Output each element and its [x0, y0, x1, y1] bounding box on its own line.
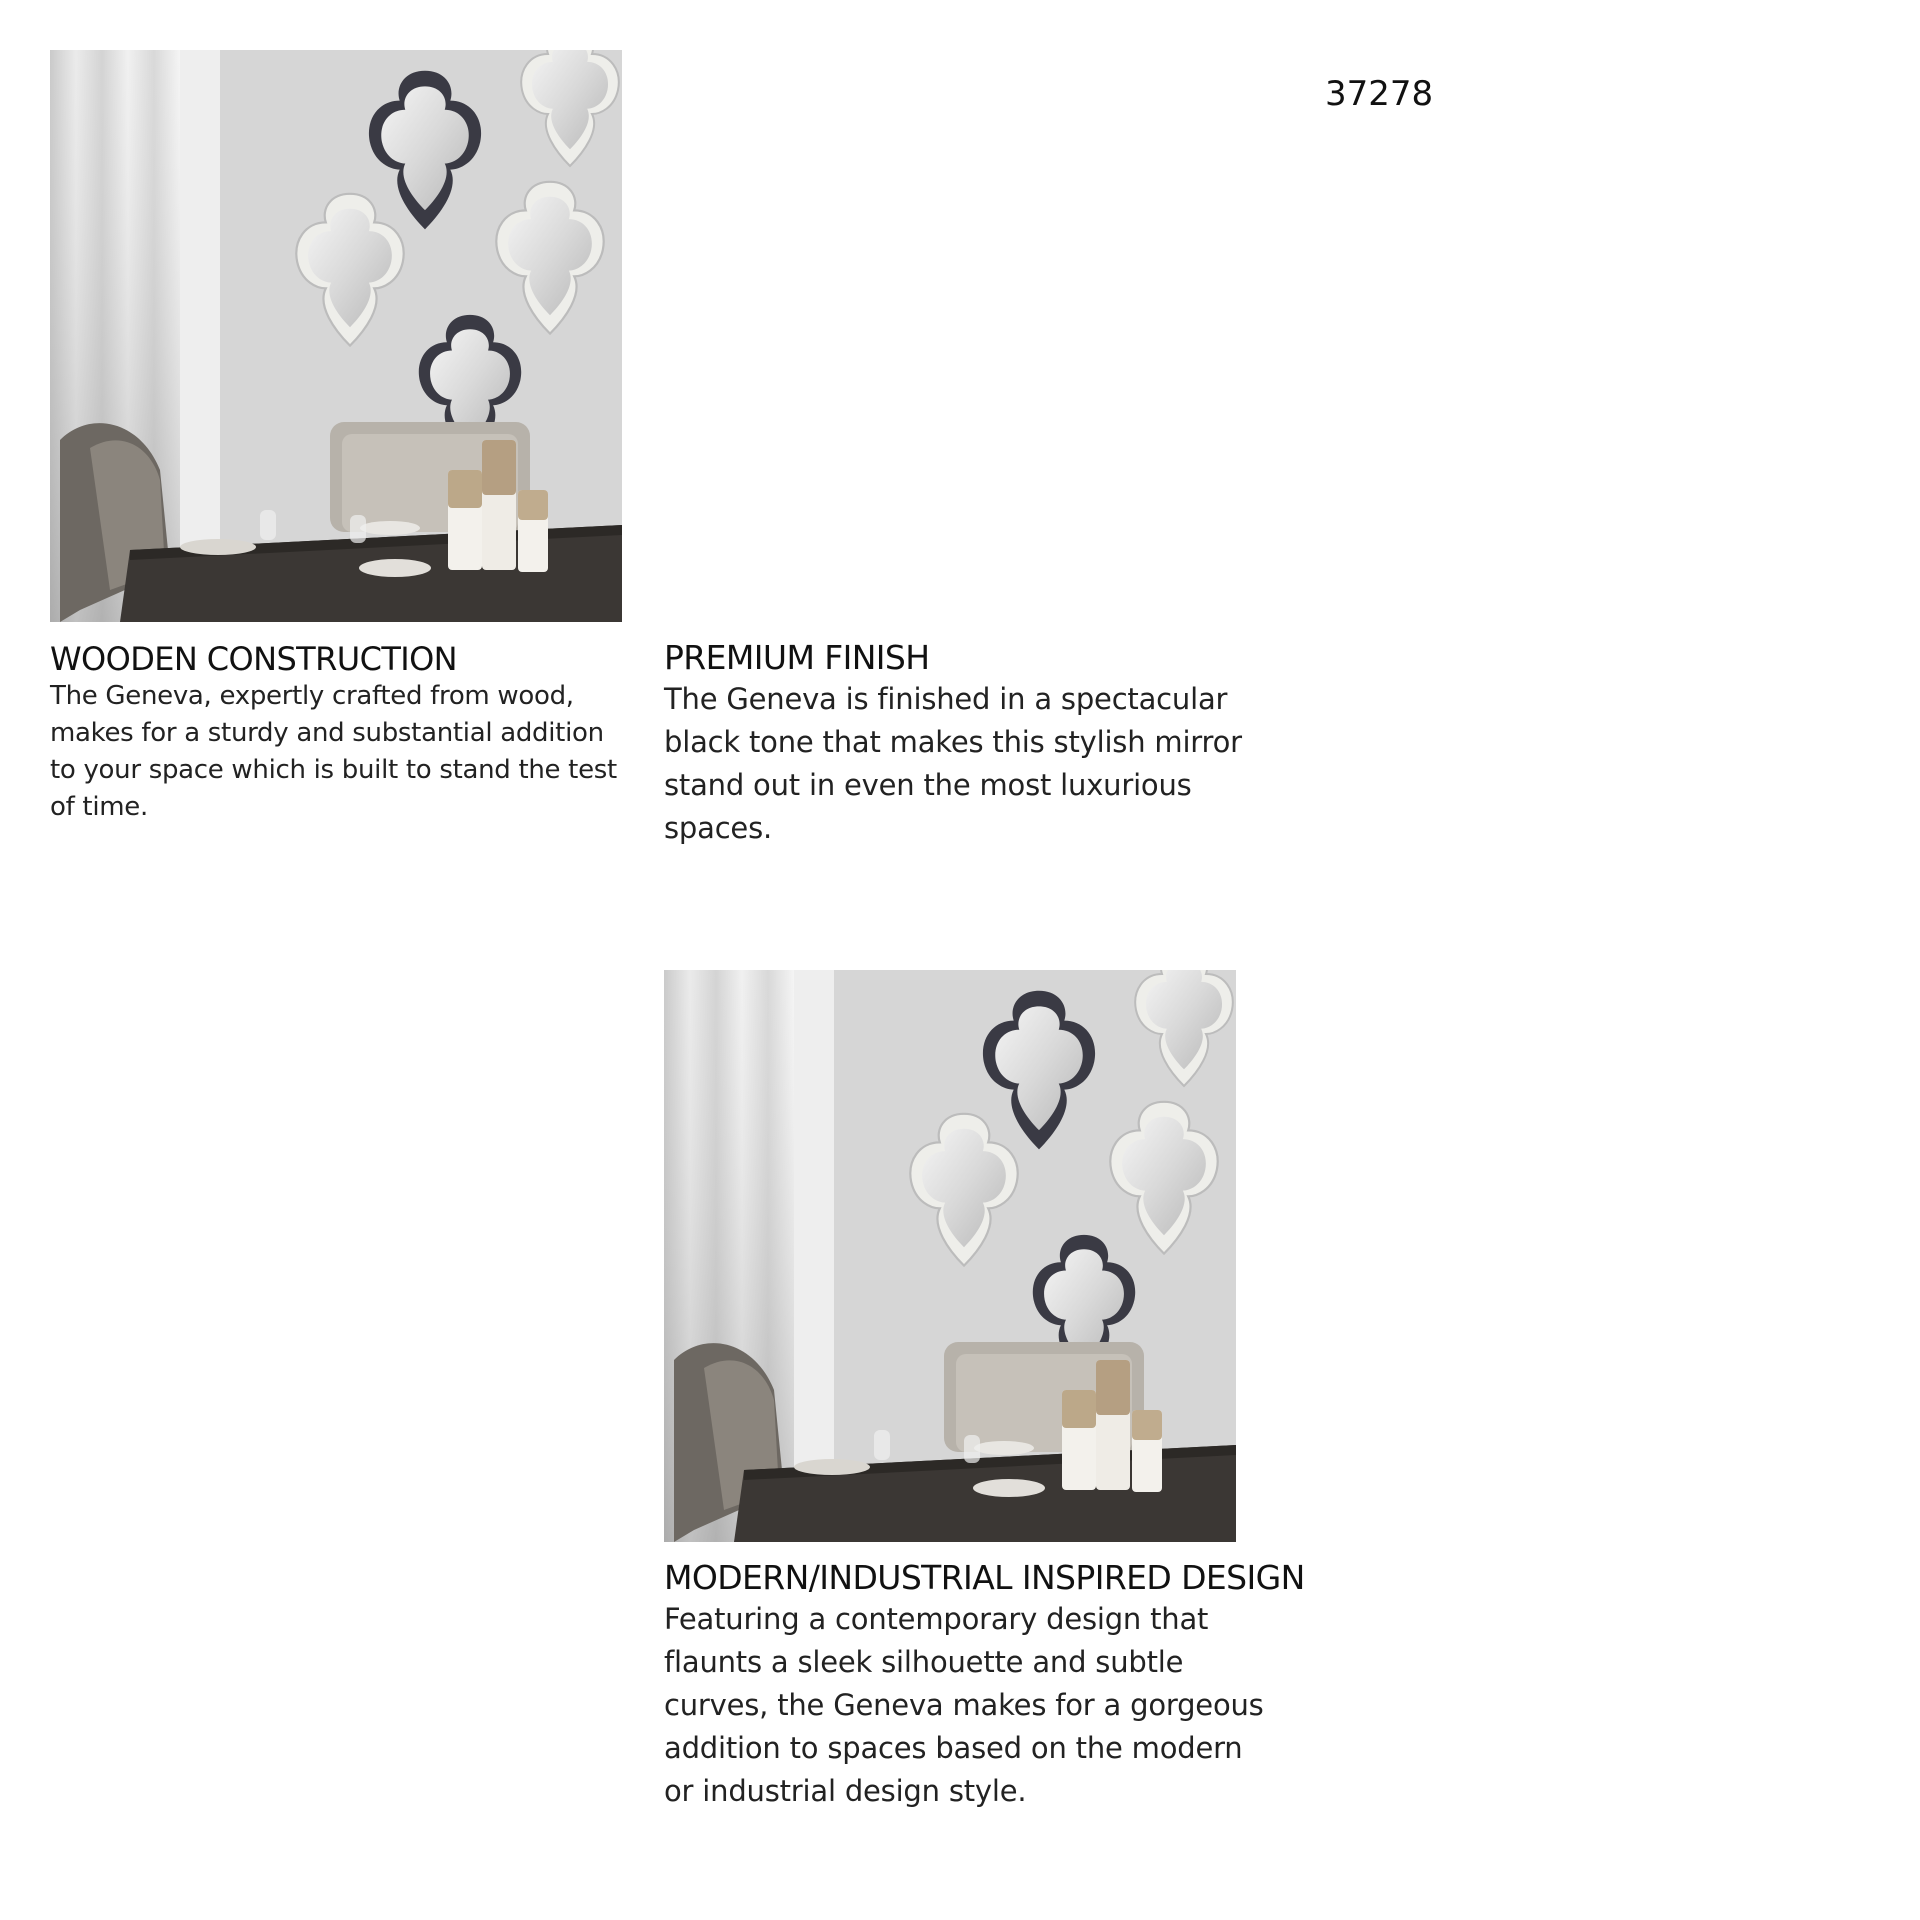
section-body: The Geneva is finished in a spectacular black tone that makes this stylish mirror stand out in even the most luxurious spaces.	[664, 682, 1242, 845]
section-heading: MODERN/INDUSTRIAL INSPIRED DESIGN	[664, 1558, 1305, 1597]
section-heading: WOODEN CONSTRUCTION	[50, 640, 458, 678]
lifestyle-photo	[664, 970, 1236, 1542]
product-sku: 37278	[1325, 74, 1434, 114]
lifestyle-photo	[50, 50, 622, 622]
section-body: The Geneva, expertly crafted from wood, makes for a sturdy and substantial addition to your space which is built to stand the test of time.	[50, 681, 617, 822]
section-body: Featuring a contemporary design that flaunts a sleek silhouette and subtle curves, the Geneva makes for a gorgeous addition to spaces based on the modern or industrial design style.	[664, 1602, 1264, 1808]
section-heading: PREMIUM FINISH	[664, 638, 930, 677]
